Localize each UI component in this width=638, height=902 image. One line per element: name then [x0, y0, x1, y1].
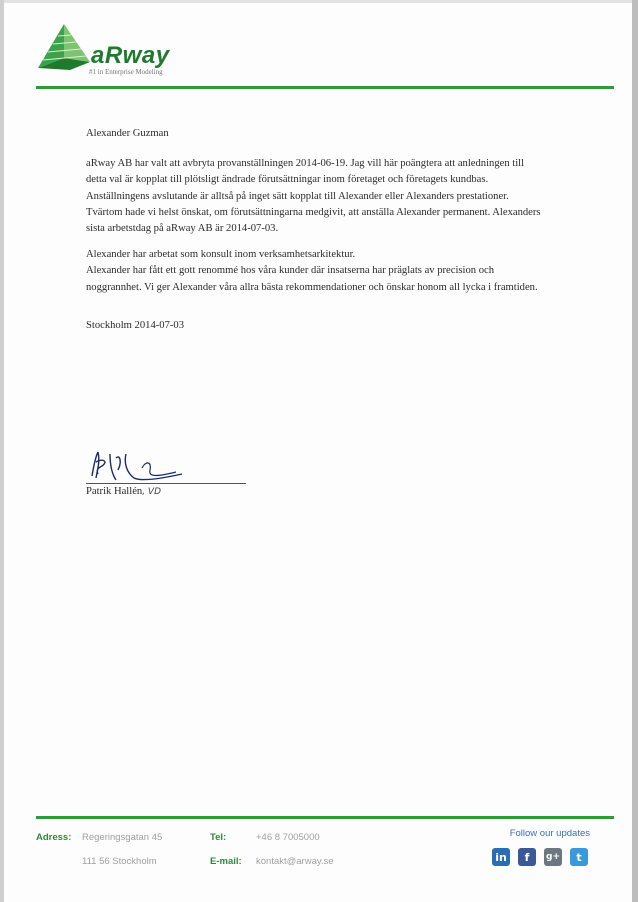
footer-divider	[36, 816, 614, 819]
header-divider	[36, 86, 614, 89]
place-date: Stockholm 2014-07-03	[86, 319, 184, 331]
letter-body	[86, 126, 546, 344]
paragraph-2-rest: Alexander har fått ett gott renommé hos våra kunder där insatserna har präglats av precision och noggrannhet. Vi ger Alexander våra allra bästa rekommendationer och önskar honom all lycka i framtiden.	[86, 265, 538, 293]
page-edge-top	[0, 0, 638, 3]
page-edge-right	[632, 0, 638, 902]
address-label: Adress:	[36, 832, 72, 843]
linkedin-icon[interactable]: in	[492, 848, 510, 866]
follow-text: Follow our updates	[509, 828, 590, 839]
brand-name: aRway	[91, 42, 170, 69]
signature-line	[86, 483, 246, 484]
email-label: E-mail:	[210, 856, 242, 867]
paragraph-2-line-1: Alexander har arbetat som konsult inom verksamhetsarkitektur.	[86, 249, 356, 261]
tel-value: +46 8 7005000	[256, 832, 320, 843]
signer-title: , VD	[142, 487, 162, 497]
signer	[86, 486, 161, 497]
pyramid-logo-icon	[34, 22, 94, 72]
page-edge-left	[0, 0, 4, 902]
social-links	[492, 848, 588, 866]
signer-name: Patrik Hallén	[86, 486, 143, 497]
facebook-icon[interactable]: f	[518, 848, 536, 866]
email-value: kontakt@arway.se	[256, 856, 334, 867]
paragraph-1: aRway AB har valt att avbryta provanställningen 2014-06-19. Jag vill här poängtera att anledningen till detta val är kopplat till plötsligt ändrade förutsättningar inom företaget och företagets kundbas. Anställningens avslutande är alltså på inget sätt kopplat till Alexander eller Alexanders prestationer. Tvärtom hade vi helst önskat, om förutsättningarna medgivit, att anställa Alexander permanent. Alexanders sista arbetstdag på aRway AB är 2014-07-03.	[86, 158, 541, 235]
company-logo	[34, 22, 214, 80]
recipient-name: Alexander Guzman	[86, 128, 169, 139]
twitter-icon[interactable]: t	[570, 848, 588, 866]
address-line-1: Regeringsgatan 45	[82, 832, 163, 843]
brand-tagline: #1 in Enterprise Modeling	[89, 68, 163, 76]
google-plus-icon[interactable]: g+	[544, 848, 562, 866]
address-line-2: 111 56 Stockholm	[82, 856, 157, 867]
signature-block	[86, 448, 256, 508]
footer	[36, 826, 614, 882]
handwritten-signature	[86, 448, 256, 488]
paragraph-2	[86, 247, 546, 296]
tel-label: Tel:	[210, 832, 227, 843]
